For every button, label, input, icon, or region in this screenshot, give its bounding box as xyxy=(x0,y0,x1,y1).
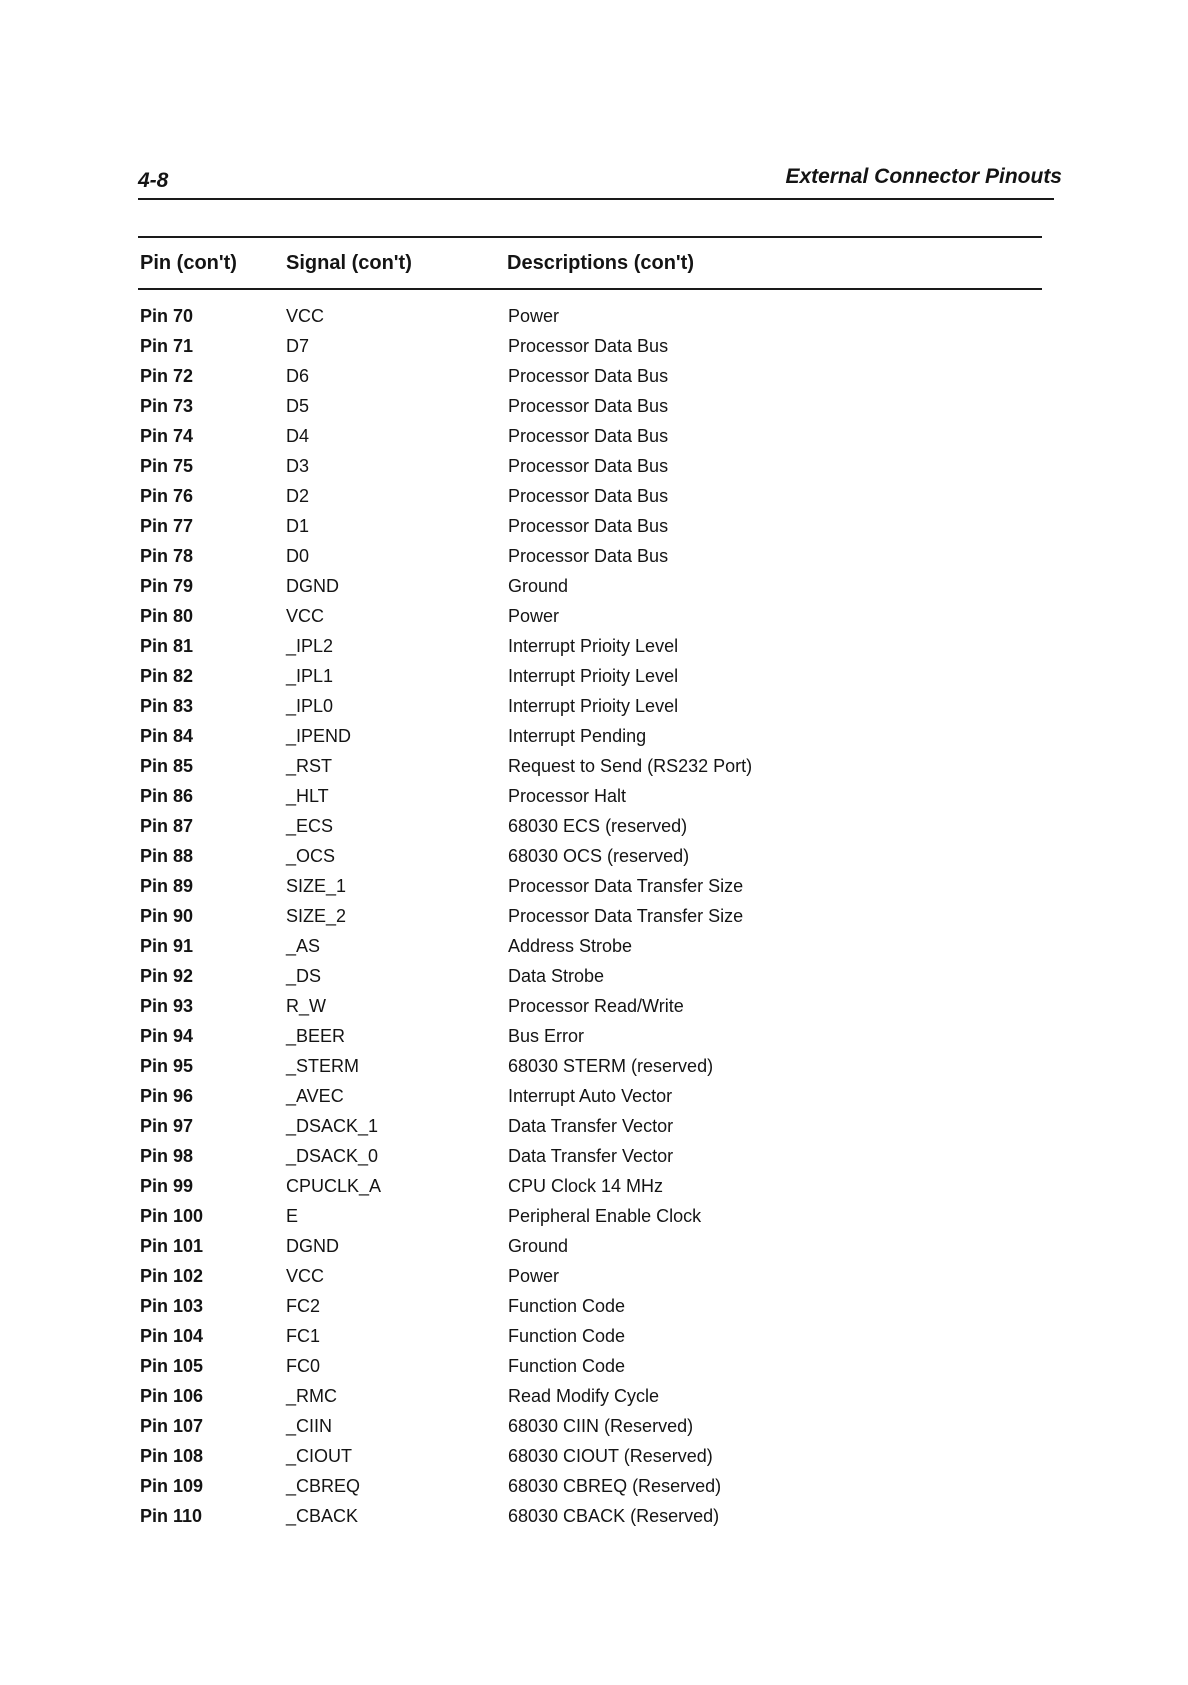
table-row xyxy=(0,1476,1188,1506)
pin-cell: Pin 73 xyxy=(140,396,194,416)
pin-cell: Pin 101 xyxy=(140,1236,204,1256)
description-cell: Interrupt Prioity Level xyxy=(508,696,679,716)
description-cell: Data Transfer Vector xyxy=(508,1146,674,1166)
signal-cell: _DS xyxy=(286,966,322,986)
table-row xyxy=(0,996,1188,1026)
signal-cell: _CBACK xyxy=(286,1506,359,1526)
page-number: 4-8 xyxy=(138,169,169,192)
signal-cell: _CIIN xyxy=(286,1416,333,1436)
pin-cell: Pin 104 xyxy=(140,1326,204,1346)
table-row xyxy=(0,366,1188,396)
pin-cell: Pin 83 xyxy=(140,696,194,716)
pin-cell: Pin 86 xyxy=(140,786,194,806)
pin-cell: Pin 94 xyxy=(140,1026,194,1046)
description-cell: 68030 OCS (reserved) xyxy=(508,846,690,866)
table-row xyxy=(0,1056,1188,1086)
signal-cell: _RMC xyxy=(286,1386,338,1406)
signal-cell: D1 xyxy=(286,516,310,536)
table-row xyxy=(0,426,1188,456)
signal-cell: _IPL1 xyxy=(286,666,334,686)
page-header xyxy=(138,165,1062,199)
signal-cell: _BEER xyxy=(286,1026,346,1046)
pin-cell: Pin 96 xyxy=(140,1086,194,1106)
table-row xyxy=(0,876,1188,906)
table-row xyxy=(0,1086,1188,1116)
table-row xyxy=(0,1326,1188,1356)
pin-cell: Pin 88 xyxy=(140,846,194,866)
signal-cell: _HLT xyxy=(286,786,329,806)
description-cell: Power xyxy=(508,306,560,326)
pin-cell: Pin 100 xyxy=(140,1206,204,1226)
table-row xyxy=(0,816,1188,846)
header-divider xyxy=(138,198,1054,200)
signal-cell: _ECS xyxy=(286,816,334,836)
pin-cell: Pin 75 xyxy=(140,456,194,476)
pin-cell: Pin 84 xyxy=(140,726,194,746)
description-cell: Data Transfer Vector xyxy=(508,1116,674,1136)
column-header-description: Descriptions (con't) xyxy=(507,252,694,274)
table-row xyxy=(0,1446,1188,1476)
signal-cell: SIZE_2 xyxy=(286,906,347,926)
signal-cell: _DSACK_1 xyxy=(286,1116,379,1136)
description-cell: Ground xyxy=(508,1236,569,1256)
table-row xyxy=(0,1116,1188,1146)
table-row xyxy=(0,1356,1188,1386)
table-header xyxy=(0,252,1188,282)
description-cell: Processor Data Bus xyxy=(508,396,669,416)
column-header-pin: Pin (con't) xyxy=(140,252,237,274)
pin-cell: Pin 103 xyxy=(140,1296,204,1316)
pin-cell: Pin 92 xyxy=(140,966,194,986)
signal-cell: R_W xyxy=(286,996,326,1016)
table-row xyxy=(0,1146,1188,1176)
description-cell: CPU Clock 14 MHz xyxy=(508,1176,664,1196)
description-cell: 68030 CBACK (Reserved) xyxy=(508,1506,720,1526)
description-cell: 68030 ECS (reserved) xyxy=(508,816,688,836)
pin-cell: Pin 89 xyxy=(140,876,194,896)
description-cell: 68030 STERM (reserved) xyxy=(508,1056,714,1076)
description-cell: Processor Data Bus xyxy=(508,516,669,536)
signal-cell: VCC xyxy=(286,606,325,626)
table-row xyxy=(0,636,1188,666)
description-cell: Ground xyxy=(508,576,569,596)
pin-cell: Pin 109 xyxy=(140,1476,204,1496)
table-row xyxy=(0,1206,1188,1236)
pin-cell: Pin 105 xyxy=(140,1356,204,1376)
pin-cell: Pin 78 xyxy=(140,546,194,566)
signal-cell: _STERM xyxy=(286,1056,360,1076)
description-cell: Interrupt Auto Vector xyxy=(508,1086,673,1106)
table-row xyxy=(0,306,1188,336)
description-cell: Processor Data Transfer Size xyxy=(508,876,744,896)
table-row xyxy=(0,1506,1188,1536)
description-cell: Address Strobe xyxy=(508,936,633,956)
column-header-signal: Signal (con't) xyxy=(286,252,412,274)
signal-cell: _IPL0 xyxy=(286,696,334,716)
signal-cell: D3 xyxy=(286,456,310,476)
signal-cell: FC0 xyxy=(286,1356,321,1376)
signal-cell: D6 xyxy=(286,366,310,386)
table-row xyxy=(0,1386,1188,1416)
description-cell: 68030 CIIN (Reserved) xyxy=(508,1416,694,1436)
pin-cell: Pin 107 xyxy=(140,1416,204,1436)
pin-cell: Pin 87 xyxy=(140,816,194,836)
signal-cell: VCC xyxy=(286,306,325,326)
signal-cell: _AVEC xyxy=(286,1086,344,1106)
description-cell: Interrupt Prioity Level xyxy=(508,666,679,686)
signal-cell: _RST xyxy=(286,756,333,776)
table-row xyxy=(0,606,1188,636)
table-row xyxy=(0,966,1188,996)
table-row xyxy=(0,756,1188,786)
description-cell: Processor Data Transfer Size xyxy=(508,906,744,926)
pin-cell: Pin 70 xyxy=(140,306,194,326)
pin-cell: Pin 71 xyxy=(140,336,194,356)
table-row xyxy=(0,516,1188,546)
table-row xyxy=(0,1176,1188,1206)
table-row xyxy=(0,1026,1188,1056)
pinout-table-body xyxy=(0,306,1188,1536)
pin-cell: Pin 95 xyxy=(140,1056,194,1076)
pin-cell: Pin 85 xyxy=(140,756,194,776)
pin-cell: Pin 99 xyxy=(140,1176,194,1196)
signal-cell: D4 xyxy=(286,426,310,446)
description-cell: Function Code xyxy=(508,1326,626,1346)
description-cell: Power xyxy=(508,606,560,626)
description-cell: Processor Read/Write xyxy=(508,996,684,1016)
signal-cell: _IPL2 xyxy=(286,636,334,656)
description-cell: Function Code xyxy=(508,1356,626,1376)
table-row xyxy=(0,1296,1188,1326)
description-cell: Interrupt Prioity Level xyxy=(508,636,679,656)
pin-cell: Pin 102 xyxy=(140,1266,204,1286)
description-cell: Processor Data Bus xyxy=(508,546,669,566)
pin-cell: Pin 81 xyxy=(140,636,194,656)
signal-cell: FC2 xyxy=(286,1296,321,1316)
description-cell: Processor Data Bus xyxy=(508,486,669,506)
signal-cell: VCC xyxy=(286,1266,325,1286)
pin-cell: Pin 110 xyxy=(140,1506,203,1526)
pin-cell: Pin 77 xyxy=(140,516,194,536)
pin-cell: Pin 97 xyxy=(140,1116,194,1136)
table-row xyxy=(0,1266,1188,1296)
description-cell: Read Modify Cycle xyxy=(508,1386,660,1406)
table-row xyxy=(0,786,1188,816)
pin-cell: Pin 80 xyxy=(140,606,194,626)
table-row xyxy=(0,936,1188,966)
table-row xyxy=(0,396,1188,426)
signal-cell: SIZE_1 xyxy=(286,876,347,896)
description-cell: Processor Data Bus xyxy=(508,336,669,356)
description-cell: Data Strobe xyxy=(508,966,605,986)
description-cell: Processor Data Bus xyxy=(508,366,669,386)
pin-cell: Pin 79 xyxy=(140,576,194,596)
pin-cell: Pin 74 xyxy=(140,426,194,446)
pin-cell: Pin 108 xyxy=(140,1446,204,1466)
signal-cell: D0 xyxy=(286,546,310,566)
table-row xyxy=(0,666,1188,696)
description-cell: Peripheral Enable Clock xyxy=(508,1206,702,1226)
signal-cell: _OCS xyxy=(286,846,336,866)
signal-cell: _CBREQ xyxy=(286,1476,361,1496)
table-row xyxy=(0,486,1188,516)
table-row xyxy=(0,846,1188,876)
table-row xyxy=(0,726,1188,756)
description-cell: Request to Send (RS232 Port) xyxy=(508,756,753,776)
signal-cell: _CIOUT xyxy=(286,1446,353,1466)
table-row xyxy=(0,546,1188,576)
table-top-rule xyxy=(138,236,1042,238)
table-row xyxy=(0,1236,1188,1266)
table-row xyxy=(0,1416,1188,1446)
signal-cell: DGND xyxy=(286,576,339,596)
pin-cell: Pin 90 xyxy=(140,906,194,926)
signal-cell: _DSACK_0 xyxy=(286,1146,379,1166)
description-cell: Bus Error xyxy=(508,1026,585,1046)
signal-cell: CPUCLK_A xyxy=(286,1176,382,1196)
signal-cell: DGND xyxy=(286,1236,339,1256)
pin-cell: Pin 93 xyxy=(140,996,194,1016)
signal-cell: D7 xyxy=(286,336,310,356)
signal-cell: _IPEND xyxy=(286,726,352,746)
pin-cell: Pin 72 xyxy=(140,366,194,386)
description-cell: Processor Halt xyxy=(508,786,627,806)
description-cell: Function Code xyxy=(508,1296,626,1316)
signal-cell: D2 xyxy=(286,486,310,506)
signal-cell: _AS xyxy=(286,936,321,956)
pin-cell: Pin 82 xyxy=(140,666,194,686)
pin-cell: Pin 106 xyxy=(140,1386,204,1406)
description-cell: 68030 CBREQ (Reserved) xyxy=(508,1476,722,1496)
pin-cell: Pin 91 xyxy=(140,936,194,956)
signal-cell: FC1 xyxy=(286,1326,321,1346)
signal-cell: E xyxy=(286,1206,299,1226)
pin-cell: Pin 76 xyxy=(140,486,194,506)
pin-cell: Pin 98 xyxy=(140,1146,194,1166)
description-cell: Processor Data Bus xyxy=(508,426,669,446)
description-cell: 68030 CIOUT (Reserved) xyxy=(508,1446,713,1466)
table-row xyxy=(0,576,1188,606)
description-cell: Interrupt Pending xyxy=(508,726,647,746)
table-header-rule xyxy=(138,288,1042,290)
signal-cell: D5 xyxy=(286,396,310,416)
table-row xyxy=(0,906,1188,936)
table-row xyxy=(0,696,1188,726)
description-cell: Processor Data Bus xyxy=(508,456,669,476)
table-row xyxy=(0,456,1188,486)
table-row xyxy=(0,336,1188,366)
description-cell: Power xyxy=(508,1266,560,1286)
section-title: External Connector Pinouts xyxy=(785,165,1062,188)
